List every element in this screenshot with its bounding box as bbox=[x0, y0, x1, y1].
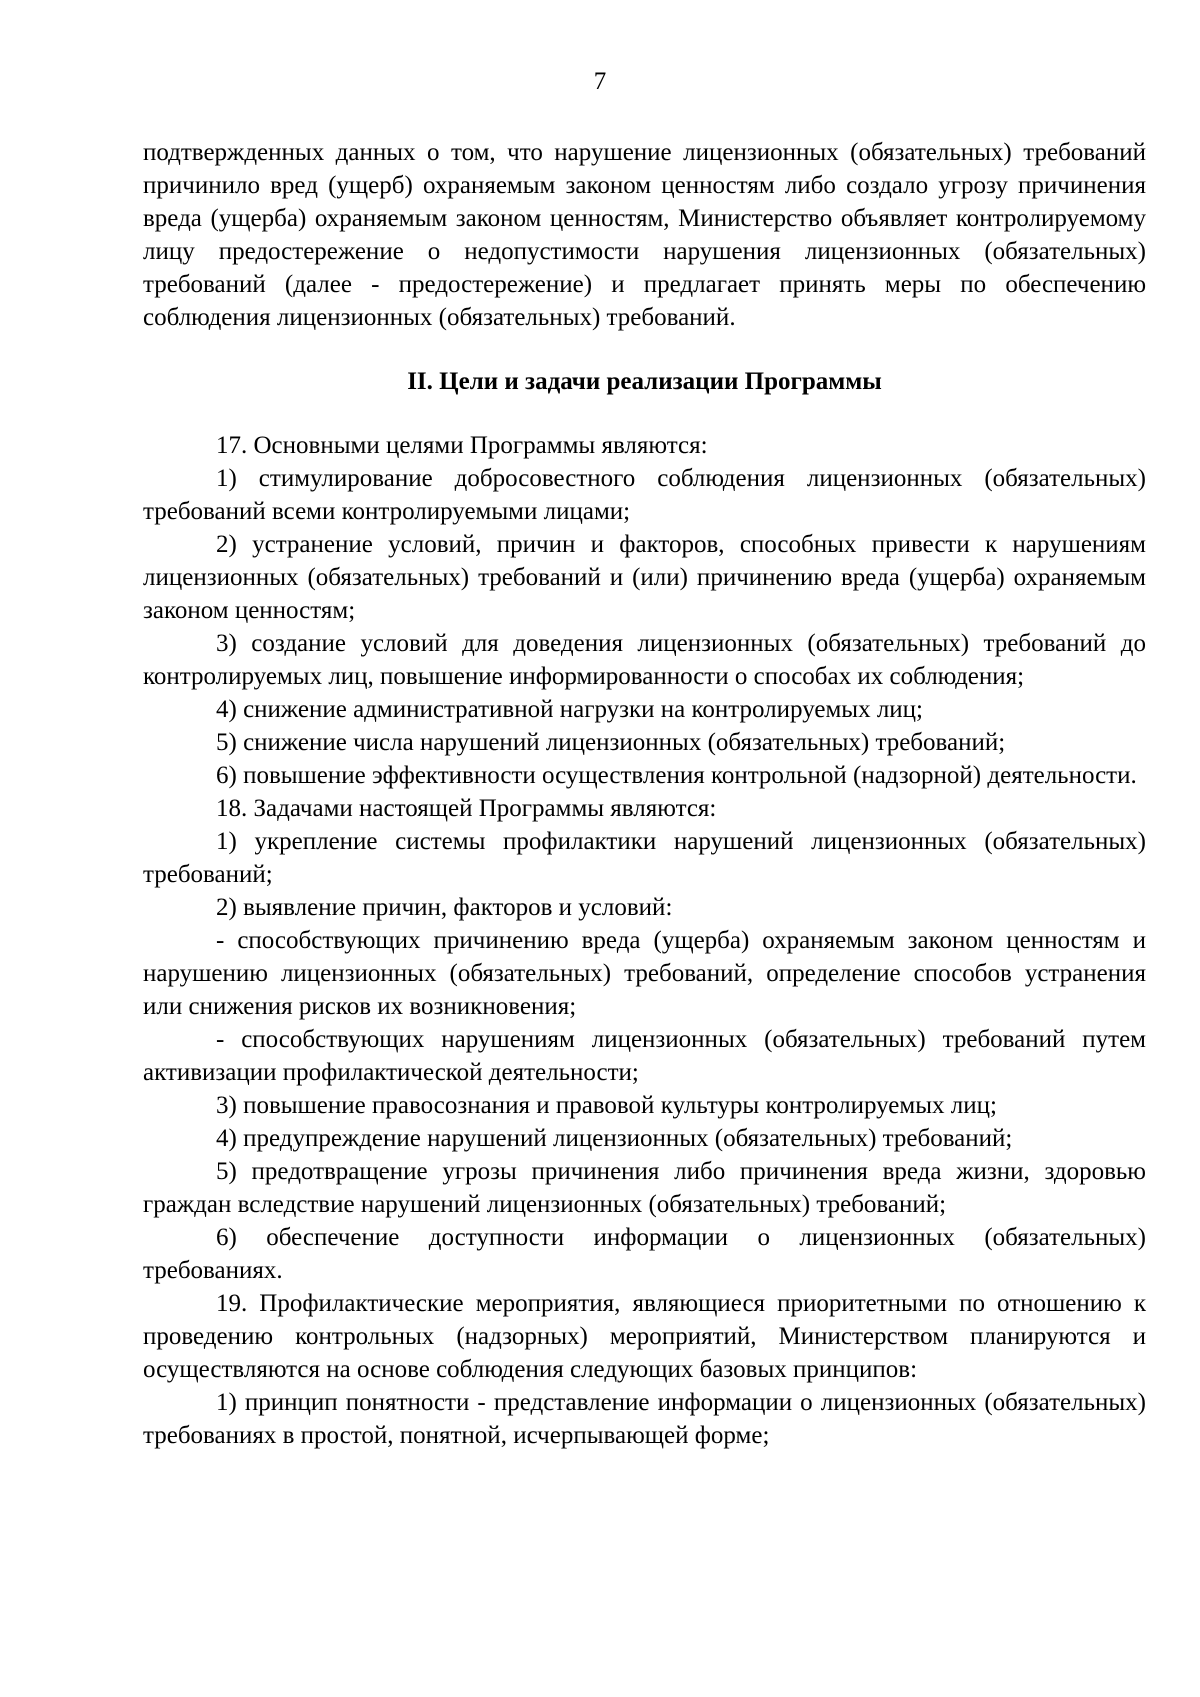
document-body bbox=[143, 136, 1146, 1452]
list-item: 2) выявление причин, факторов и условий: bbox=[216, 894, 673, 921]
list-item: 5) предотвращение угрозы причинения либо причинения вреда жизни, здоровью граждан вследствие нарушений лицензионных (обязательных) требований; bbox=[143, 1158, 1146, 1218]
list-item: 4) предупреждение нарушений лицензионных (обязательных) требований; bbox=[216, 1125, 1013, 1152]
list-item: 6) повышение эффективности осуществления контрольной (надзорной) деятельности. bbox=[216, 762, 1137, 789]
section-heading: II. Цели и задачи реализации Программы bbox=[407, 368, 882, 395]
list-item: 1) принцип понятности - представление информации о лицензионных (обязательных) требованиях в простой, понятной, исчерпывающей форме; bbox=[143, 1389, 1146, 1449]
paragraph-item-18: 18. Задачами настоящей Программы являются: bbox=[216, 795, 717, 822]
list-item: 4) снижение административной нагрузки на контролируемых лиц; bbox=[216, 696, 924, 723]
sub-list-item: - способствующих причинению вреда (ущерба) охраняемым законом ценностям и нарушению лицензионных (обязательных) требований, определение способов устранения или снижения рисков их возникновения; bbox=[143, 927, 1146, 1020]
paragraph-continuation: подтвержденных данных о том, что нарушение лицензионных (обязательных) требований причинило вред (ущерб) охраняемым законом ценностям либо создало угрозу причинения вреда (ущерба) охраняемым законом ценностям, Министерство объявляет контролируемому лицу предостережение о недопустимости нарушения лицензионных (обязательных) требований (далее - предостережение) и предлагает принять меры по обеспечению соблюдения лицензионных (обязательных) требований. bbox=[143, 139, 1146, 331]
paragraph-item-19: 19. Профилактические мероприятия, являющиеся приоритетными по отношению к проведению контрольных (надзорных) мероприятий, Министерством планируются и осуществляются на основе соблюдения следующих базовых принципов: bbox=[143, 1290, 1146, 1383]
list-item: 2) устранение условий, причин и факторов, способных привести к нарушениям лицензионных (обязательных) требований и (или) причинению вреда (ущерба) охраняемым законом ценностям; bbox=[143, 531, 1146, 624]
paragraph-item-17: 17. Основными целями Программы являются: bbox=[216, 432, 708, 459]
list-item: 1) укрепление системы профилактики нарушений лицензионных (обязательных) требований; bbox=[143, 828, 1146, 888]
page-number: 7 bbox=[593, 68, 607, 95]
sub-list-item: - способствующих нарушениям лицензионных (обязательных) требований путем активизации профилактической деятельности; bbox=[143, 1026, 1146, 1086]
list-item: 6) обеспечение доступности информации о лицензионных (обязательных) требованиях. bbox=[143, 1224, 1146, 1284]
list-item: 5) снижение числа нарушений лицензионных (обязательных) требований; bbox=[216, 729, 1006, 756]
list-item: 3) создание условий для доведения лицензионных (обязательных) требований до контролируемых лиц, повышение информированности о способах их соблюдения; bbox=[143, 630, 1146, 690]
list-item: 3) повышение правосознания и правовой культуры контролируемых лиц; bbox=[216, 1092, 997, 1119]
list-item: 1) стимулирование добросовестного соблюдения лицензионных (обязательных) требований всеми контролируемыми лицами; bbox=[143, 465, 1146, 525]
